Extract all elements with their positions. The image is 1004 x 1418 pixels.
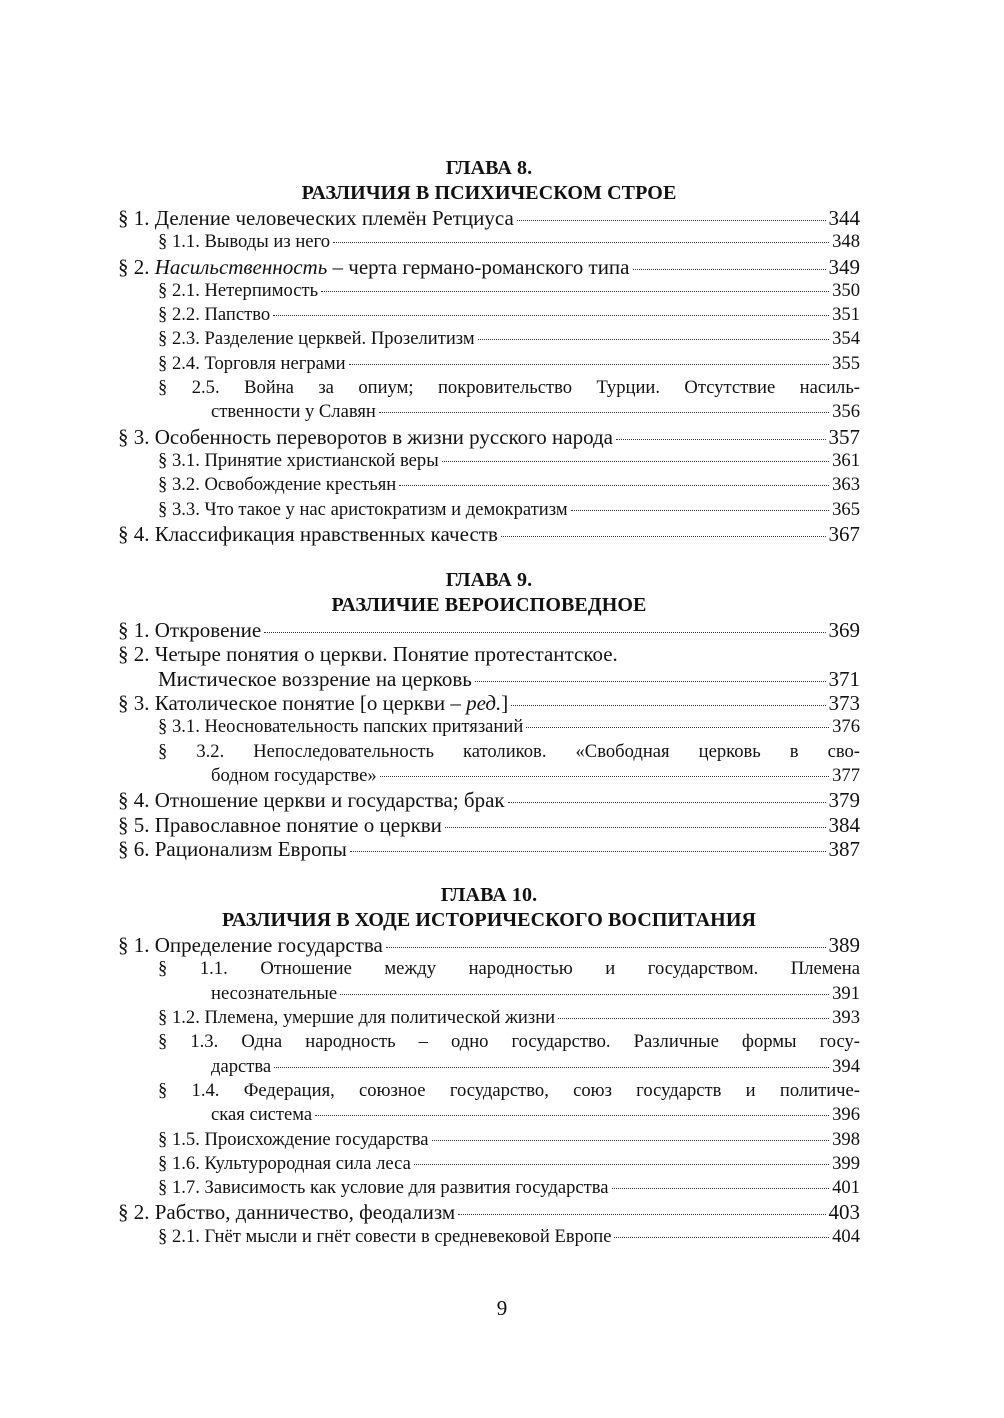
toc-entry[interactable] (118, 813, 860, 837)
entry-title: Происхождение государства (204, 1128, 429, 1150)
entry-number: § 2.1. (158, 1225, 200, 1247)
entry-number: § 6. (118, 836, 150, 861)
entry-number: § 1.1. (158, 231, 200, 253)
entry-number: § 3. (118, 424, 150, 449)
toc-subentry[interactable] (118, 230, 860, 254)
entry-page: 369 (828, 618, 860, 643)
entry-title: Разделение церквей. Прозелитизм (204, 328, 475, 350)
entry-title: Торговля неграми (204, 352, 346, 374)
entry-title: Нетерпимость (204, 279, 319, 301)
dot-leader (315, 1115, 829, 1116)
entry-number: § 1. (118, 206, 150, 230)
entry-number: § 2. (118, 1200, 150, 1225)
entry-title: Рабство, данничество, феодализм (154, 1200, 456, 1225)
entry-title: Неосновательность папских притязаний (204, 716, 524, 738)
toc-subentry[interactable] (118, 740, 860, 789)
dot-leader (274, 1067, 829, 1068)
entry-title-continued: бодном государстве» (211, 764, 377, 786)
toc-subentry[interactable] (118, 376, 860, 425)
entry-title: Война за опиум; покровительство Турции. Отсутствие насиль- (244, 377, 861, 399)
entry-title: Рационализм Европы (154, 836, 347, 861)
entry-page: 403 (828, 1200, 860, 1225)
table-of-contents (118, 156, 860, 1249)
entry-number: § 1.1. (158, 958, 228, 980)
entry-number: § 1.6. (158, 1152, 200, 1174)
entry-page: 404 (832, 1225, 860, 1247)
chapter-8 (118, 156, 860, 546)
entry-number: § 4. (118, 788, 150, 813)
entry-page: 350 (832, 279, 860, 301)
entry-title-italic: ред. (466, 691, 502, 716)
entry-title: Отношение церкви и государства; брак (154, 788, 505, 813)
toc-entry[interactable] (118, 522, 860, 546)
entry-page: 387 (828, 836, 860, 861)
page-number: 9 (496, 1296, 508, 1320)
dot-leader (380, 776, 829, 777)
chapter-title: РАЗЛИЧИЯ В ХОДЕ ИСТОРИЧЕСКОГО ВОСПИТАНИЯ (221, 909, 757, 932)
toc-subentry[interactable] (118, 1006, 860, 1030)
chapter-10 (118, 883, 860, 1249)
toc-subentry[interactable] (118, 279, 860, 303)
entry-number: § 3.1. (158, 449, 200, 471)
entry-page: 355 (832, 352, 860, 374)
entry-title-continued: Мистическое воззрение на церковь (158, 666, 472, 691)
entry-page: 367 (828, 521, 860, 546)
entry-number: § 3.3. (158, 498, 200, 520)
dot-leader (571, 510, 830, 511)
entry-page: 344 (828, 206, 860, 230)
dot-leader (273, 315, 829, 316)
entry-page: 398 (832, 1128, 860, 1150)
dot-leader (445, 827, 826, 828)
toc-subentry[interactable] (118, 715, 860, 739)
entry-number: § 2.3. (158, 328, 200, 350)
entry-title: Католическое понятие [о церкви – (154, 691, 467, 716)
entry-title-italic: Насильственность (154, 254, 328, 279)
toc-subentry[interactable] (118, 303, 860, 327)
toc-subentry[interactable] (118, 1030, 860, 1079)
dot-leader (340, 994, 829, 995)
entry-page: 394 (832, 1055, 860, 1077)
entry-title: Гнёт мысли и гнёт совести в средневековой Европе (204, 1225, 612, 1247)
entry-title: Папство (204, 304, 271, 326)
dot-leader (558, 1018, 829, 1019)
dot-leader (633, 269, 826, 270)
entry-title: – черта германо-романского типа (327, 254, 630, 279)
entry-page: 379 (828, 788, 860, 813)
entry-page: 401 (832, 1177, 860, 1199)
entry-number: § 3.2. (158, 740, 225, 762)
toc-subentry[interactable] (118, 327, 860, 351)
entry-page: 361 (832, 449, 860, 471)
entry-number: § 2.1. (158, 279, 200, 301)
toc-entry[interactable] (118, 933, 860, 957)
entry-number: § 1. (118, 933, 150, 958)
dot-leader (612, 1188, 830, 1189)
dot-leader (333, 242, 829, 243)
dot-leader (264, 632, 825, 633)
entry-page: 376 (832, 716, 860, 738)
entry-title: Принятие христианской веры (204, 449, 439, 471)
toc-entry[interactable] (118, 1200, 860, 1224)
entry-title: Православное понятие о церкви (154, 812, 442, 837)
toc-subentry[interactable] (118, 449, 860, 473)
dot-leader (414, 1164, 829, 1165)
entry-title: Федерация, союзное государство, союз государств и политиче- (243, 1079, 860, 1101)
dot-leader (379, 412, 829, 413)
dot-leader (386, 947, 826, 948)
entry-number: § 1.5. (158, 1128, 200, 1150)
chapter-title: РАЗЛИЧИЕ ВЕРОИСПОВЕДНОЕ (331, 594, 647, 617)
toc-entry[interactable] (118, 425, 860, 449)
entry-title: Культурородная сила леса (204, 1152, 411, 1174)
entry-number: § 3. (118, 691, 150, 716)
entry-page: 377 (832, 764, 860, 786)
chapter-label: ГЛАВА 8. (445, 157, 533, 179)
entry-title-continued: дарства (211, 1055, 272, 1077)
entry-number: § 2. (118, 254, 150, 279)
entry-number: § 1.4. (158, 1079, 220, 1101)
dot-leader (458, 1214, 825, 1215)
entry-number: § 2. (118, 642, 150, 667)
entry-title: Особенность переворотов в жизни русского народа (154, 424, 613, 449)
dot-leader (526, 727, 829, 728)
dot-leader (511, 705, 825, 706)
toc-entry[interactable] (118, 691, 860, 715)
entry-title: Непоследовательность католиков. «Свободная церковь в сво- (253, 740, 860, 762)
toc-subentry[interactable] (118, 1128, 860, 1152)
dot-leader (508, 802, 826, 803)
dot-leader (501, 536, 826, 537)
entry-page: 357 (828, 424, 860, 449)
entry-number: § 2.5. (158, 377, 220, 399)
entry-page: 354 (832, 328, 860, 350)
entry-title: Одна народность – одно государство. Различные формы госу- (241, 1031, 860, 1053)
entry-title: Откровение (154, 618, 262, 643)
entry-page: 384 (828, 812, 860, 837)
entry-number: § 1.3. (158, 1031, 219, 1053)
dot-leader (614, 1237, 829, 1238)
entry-page: 399 (832, 1152, 860, 1174)
dot-leader (442, 461, 829, 462)
entry-number: § 1. (118, 618, 150, 643)
toc-subentry[interactable] (118, 498, 860, 522)
entry-page: 393 (832, 1007, 860, 1029)
entry-page: 389 (828, 933, 860, 958)
entry-title: Четыре понятия о церкви. Понятие протестантское. (154, 642, 618, 667)
dot-leader (399, 485, 829, 486)
toc-entry[interactable] (118, 837, 860, 861)
entry-number: § 3.2. (158, 474, 200, 496)
entry-title: Зависимость как условие для развития государства (204, 1177, 609, 1199)
entry-title: Освобождение крестьян (204, 474, 397, 496)
dot-leader (432, 1140, 830, 1141)
dot-leader (350, 851, 826, 852)
entry-title: Отношение между народностью и государством. Племена (260, 958, 860, 980)
entry-page: 363 (832, 474, 860, 496)
entry-number: § 2.4. (158, 352, 200, 374)
entry-title-end: ] (501, 691, 509, 716)
entry-title: Деление человеческих племён Ретциуса (154, 206, 514, 230)
dot-leader (478, 339, 829, 340)
entry-title: Классификация нравственных качеств (154, 521, 498, 546)
entry-title: Что такое у нас аристократизм и демократизм (204, 498, 568, 520)
toc-entry[interactable] (118, 642, 860, 691)
dot-leader (475, 681, 826, 682)
entry-page: 348 (832, 231, 860, 253)
entry-number: § 1.7. (158, 1177, 200, 1199)
entry-number: § 5. (118, 812, 150, 837)
toc-entry[interactable] (118, 206, 860, 230)
chapter-title: РАЗЛИЧИЯ В ПСИХИЧЕСКОМ СТРОЕ (301, 182, 677, 204)
entry-page: 356 (832, 401, 860, 423)
entry-number: § 4. (118, 521, 150, 546)
toc-subentry[interactable] (118, 473, 860, 497)
entry-page: 396 (832, 1104, 860, 1126)
chapter-9 (118, 568, 860, 861)
entry-number: § 3.1. (158, 716, 200, 738)
entry-title-continued: ская система (211, 1104, 313, 1126)
entry-page: 351 (832, 304, 860, 326)
toc-subentry[interactable] (118, 1152, 860, 1176)
entry-page: 373 (828, 691, 860, 716)
chapter-label: ГЛАВА 9. (445, 569, 533, 592)
toc-subentry[interactable] (118, 1079, 860, 1128)
entry-title: Племена, умершие для политической жизни (204, 1007, 556, 1029)
toc-entry[interactable] (118, 788, 860, 812)
entry-title-continued: несознательные (211, 982, 338, 1004)
entry-title: Определение государства (154, 933, 383, 958)
entry-title-continued: ственности у Славян (211, 401, 376, 423)
entry-page: 391 (832, 982, 860, 1004)
dot-leader (616, 439, 826, 440)
toc-subentry[interactable] (118, 1176, 860, 1200)
entry-title: Выводы из него (204, 231, 331, 253)
entry-page: 371 (828, 666, 860, 691)
entry-number: § 2.2. (158, 304, 200, 326)
entry-number: § 1.2. (158, 1007, 200, 1029)
dot-leader (321, 291, 829, 292)
entry-page: 349 (828, 254, 860, 279)
dot-leader (349, 364, 829, 365)
chapter-label: ГЛАВА 10. (440, 884, 538, 907)
toc-entry[interactable] (118, 255, 860, 279)
toc-subentry[interactable] (118, 957, 860, 1006)
dot-leader (517, 220, 826, 221)
toc-subentry[interactable] (118, 1225, 860, 1249)
toc-entry[interactable] (118, 618, 860, 642)
toc-subentry[interactable] (118, 352, 860, 376)
entry-page: 365 (832, 498, 860, 520)
